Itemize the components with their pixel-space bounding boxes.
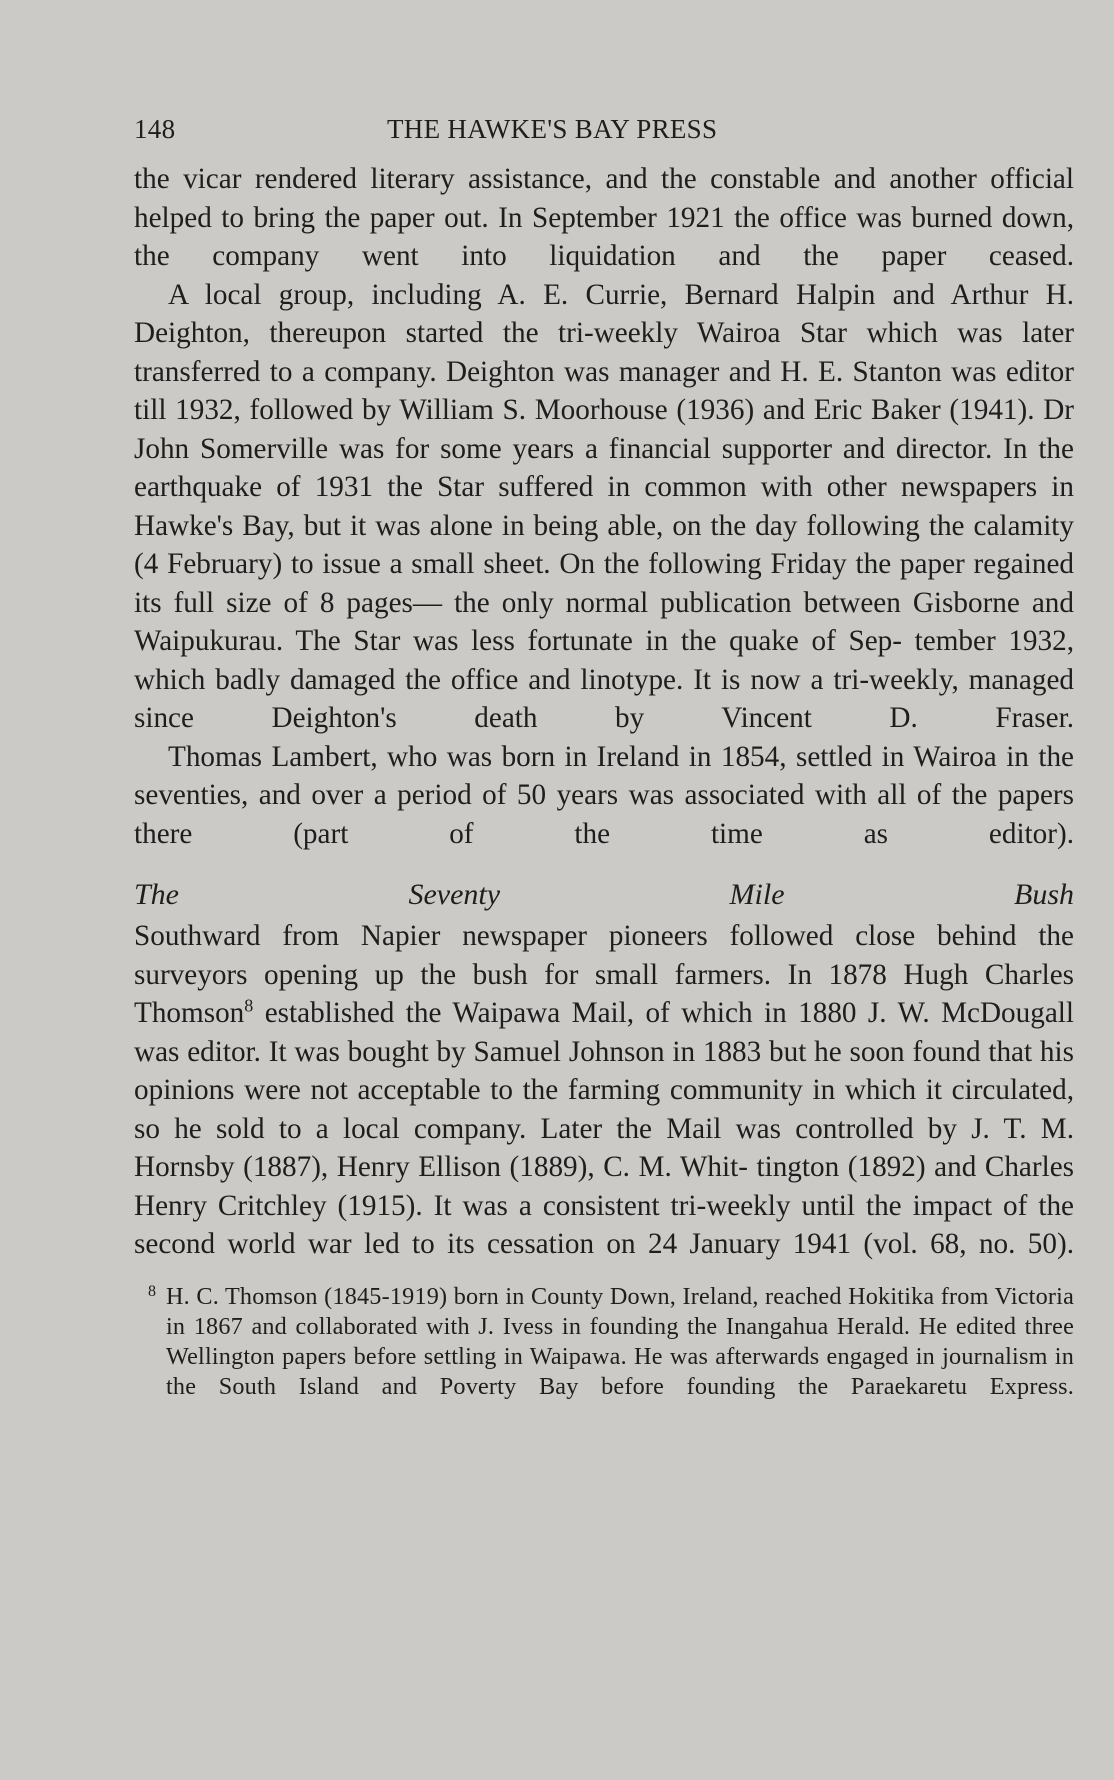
text-line: now a tri-weekly, managed since Deighton's death by Vincent D. xyxy=(134,663,1074,734)
body-text xyxy=(134,160,1074,1264)
text-line: in Wairoa in the seventies, and over a period of 50 years was xyxy=(134,740,1074,811)
footnote-line: in Waipawa. He was afterwards engaged in journalism in the South xyxy=(166,1342,1075,1400)
text-line: the vicar rendered literary assistance, and the constable and xyxy=(134,163,876,195)
text-line: Hugh Charles Thomson xyxy=(134,958,1075,1029)
text-line: the day following the calamity (4 February) to issue a small xyxy=(134,509,1075,580)
paragraph-thomas-lambert xyxy=(134,738,1074,854)
text-line: sheet. On the following Friday the paper regained its full size xyxy=(134,548,1074,619)
text-line: Thomas Lambert, who was born in Ireland in 1854, settled xyxy=(168,740,873,773)
footnote-line: H. C. Thomson (1845-1919) born in County Down, Ireland, reached xyxy=(166,1282,842,1310)
text-line: and H. E. Stanton was editor till 1932, followed by William S. xyxy=(134,355,1075,426)
text-line: the office was burned down, the company went into liquidation xyxy=(134,201,1075,272)
text-line: was for some years a financial supporter and director. In the xyxy=(338,432,1074,465)
footnote-line: Hokitika from Victoria in 1867 and collaborated with J. Ivess in founding xyxy=(166,1282,1075,1340)
text-line: tington (1892) and Charles Henry Critchley (1915). It was a xyxy=(134,1151,1075,1222)
text-line: J. T. M. Hornsby (1887), Henry Ellison (1889), C. M. Whit- xyxy=(134,1112,1075,1183)
footnote-reference[interactable]: 8 xyxy=(244,995,254,1016)
text-line: Waipukurau. The Star was less fortunate in the quake of Sep- xyxy=(134,625,902,657)
text-line: consistent tri-weekly until the impact of the second world war xyxy=(134,1189,1075,1260)
text-line: acceptable to the farming community in which it circulated, so xyxy=(134,1074,1074,1145)
text-line: he sold to a local company. Later the Mail was controlled by xyxy=(174,1112,957,1145)
text-line: and the paper ceased. xyxy=(718,240,1074,272)
text-line: which was later transferred to a company. Deighton was manager xyxy=(134,317,1074,388)
section-heading: The Seventy Mile Bush xyxy=(134,878,1074,911)
text-line: Arthur H. Deighton, thereupon started the tri-weekly Wairoa Star xyxy=(134,278,1074,349)
running-title: THE HAWKE'S BAY PRESS xyxy=(387,114,718,144)
footnote xyxy=(134,1282,1074,1402)
book-page xyxy=(134,108,1074,1402)
text-line: led to its cessation on 24 January 1941 (vol. 68, no. 50). xyxy=(364,1228,1074,1260)
text-line: another official helped to bring the paper out. In September 1921 xyxy=(134,163,1074,234)
running-head xyxy=(134,108,1074,148)
text-line: the surveyors opening up the bush for small farmers. In 1878 xyxy=(134,920,1074,991)
text-line: A local group, including A. E. Currie, Bernard Halpin and xyxy=(168,278,935,311)
paragraph-wairoa-star xyxy=(134,276,1074,738)
text-line: established the Waipawa Mail, of which xyxy=(253,997,753,1029)
text-line: tember 1932, which badly damaged the office and linotype. It is xyxy=(134,625,1074,696)
paragraph-seventy-mile-bush xyxy=(134,917,1074,1264)
page-number: 148 xyxy=(134,114,176,144)
text-line: associated with all of the papers there (part of the time as editor). xyxy=(134,779,1074,850)
footnote-line: Island and Poverty Bay before founding the Paraekaretu Express. xyxy=(298,1372,1075,1400)
text-line: newspapers in Hawke's Bay, but it was alone in being able, on xyxy=(134,471,1074,542)
text-line: Fraser. xyxy=(995,702,1074,734)
text-line: Johnson in 1883 but he soon found that his opinions were not xyxy=(134,1035,1074,1106)
footnote-marker: 8 xyxy=(148,1282,157,1300)
text-line: Moorhouse (1936) and Eric Baker (1941). Dr John Somerville xyxy=(134,394,1075,465)
text-line: earthquake of 1931 the Star suffered in common with other xyxy=(134,471,887,503)
text-line: in 1880 J. W. McDougall was editor. It was bought by Samuel xyxy=(134,997,1075,1068)
footnote-line: the Inangahua Herald. He edited three Wellington papers before settling xyxy=(166,1312,1075,1370)
text-line: Southward from Napier newspaper pioneers followed close behind xyxy=(134,920,1017,952)
text-line: of 8 pages— the only normal publication between Gisborne and xyxy=(283,586,1074,619)
paragraph-continuation xyxy=(134,160,1074,276)
